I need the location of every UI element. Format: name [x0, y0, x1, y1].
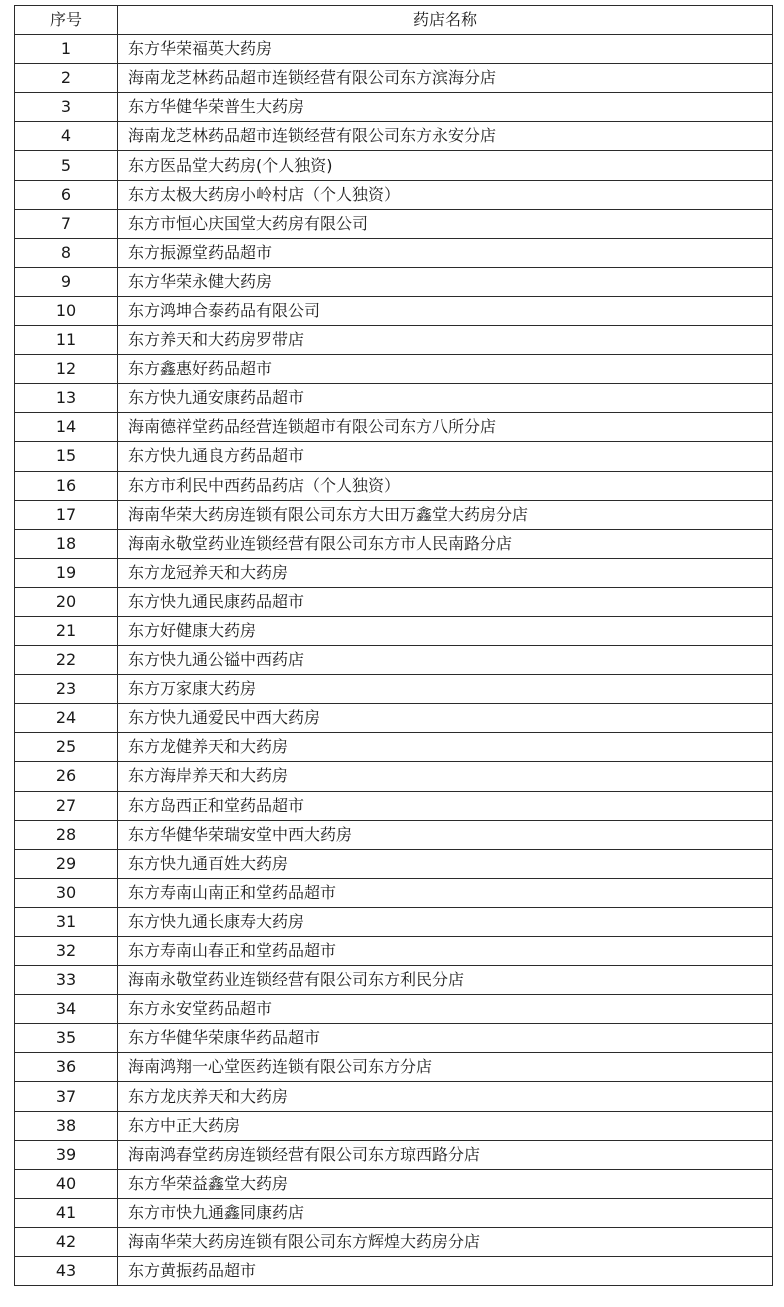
- pharmacy-name-cell: 东方华健华荣普生大药房: [118, 93, 773, 122]
- pharmacy-name-cell: 东方岛西正和堂药品超市: [118, 791, 773, 820]
- pharmacy-name-cell: 东方华荣永健大药房: [118, 267, 773, 296]
- pharmacy-name-cell: 东方振源堂药品超市: [118, 238, 773, 267]
- table-row: [15, 35, 773, 64]
- table-row: [15, 238, 773, 267]
- pharmacy-name-cell: 东方寿南山春正和堂药品超市: [118, 937, 773, 966]
- pharmacy-name-cell: 东方快九通爱民中西大药房: [118, 704, 773, 733]
- serial-number-cell: 9: [15, 267, 118, 296]
- pharmacy-name-cell: 东方市利民中西药品药店（个人独资）: [118, 471, 773, 500]
- pharmacy-name-cell: 东方市快九通鑫同康药店: [118, 1198, 773, 1227]
- table-row: [15, 1111, 773, 1140]
- serial-number-cell: 30: [15, 878, 118, 907]
- pharmacy-name-cell: 东方好健康大药房: [118, 616, 773, 645]
- serial-number-cell: 25: [15, 733, 118, 762]
- table-row: [15, 296, 773, 325]
- pharmacy-name-cell: 东方鸿坤合泰药品有限公司: [118, 296, 773, 325]
- table-body: [15, 35, 773, 1286]
- pharmacy-name-cell: 海南永敬堂药业连锁经营有限公司东方市人民南路分店: [118, 529, 773, 558]
- table-row: [15, 529, 773, 558]
- pharmacy-name-cell: 东方华健华荣瑞安堂中西大药房: [118, 820, 773, 849]
- serial-number-cell: 27: [15, 791, 118, 820]
- serial-number-cell: 14: [15, 413, 118, 442]
- serial-number-cell: 13: [15, 384, 118, 413]
- table-header-row: [15, 6, 773, 35]
- pharmacy-name-cell: 东方太极大药房小岭村店（个人独资）: [118, 180, 773, 209]
- serial-number-cell: 31: [15, 907, 118, 936]
- pharmacy-name-cell: 东方快九通公镒中西药店: [118, 646, 773, 675]
- serial-number-cell: 15: [15, 442, 118, 471]
- table-row: [15, 500, 773, 529]
- table-row: [15, 558, 773, 587]
- serial-number-cell: 22: [15, 646, 118, 675]
- table-row: [15, 791, 773, 820]
- pharmacy-name-cell: 东方龙庆养天和大药房: [118, 1082, 773, 1111]
- pharmacy-name-cell: 海南德祥堂药品经营连锁超市有限公司东方八所分店: [118, 413, 773, 442]
- table-row: [15, 878, 773, 907]
- serial-number-cell: 3: [15, 93, 118, 122]
- serial-number-cell: 24: [15, 704, 118, 733]
- table-row: [15, 907, 773, 936]
- table-row: [15, 646, 773, 675]
- pharmacy-name-cell: 东方快九通良方药品超市: [118, 442, 773, 471]
- pharmacy-table-container: [14, 5, 772, 1286]
- table-row: [15, 995, 773, 1024]
- pharmacy-name-cell: 东方医品堂大药房(个人独资): [118, 151, 773, 180]
- serial-number-cell: 1: [15, 35, 118, 64]
- serial-number-cell: 12: [15, 355, 118, 384]
- table-row: [15, 587, 773, 616]
- serial-number-cell: 20: [15, 587, 118, 616]
- serial-number-cell: 32: [15, 937, 118, 966]
- table-row: [15, 413, 773, 442]
- table-row: [15, 151, 773, 180]
- pharmacy-name-cell: 海南鸿春堂药房连锁经营有限公司东方琼西路分店: [118, 1140, 773, 1169]
- pharmacy-name-cell: 东方养天和大药房罗带店: [118, 326, 773, 355]
- pharmacy-name-cell: 东方快九通百姓大药房: [118, 849, 773, 878]
- table-row: [15, 1024, 773, 1053]
- pharmacy-name-cell: 东方鑫惠好药品超市: [118, 355, 773, 384]
- serial-number-cell: 28: [15, 820, 118, 849]
- serial-number-cell: 21: [15, 616, 118, 645]
- pharmacy-name-cell: 东方快九通民康药品超市: [118, 587, 773, 616]
- table-row: [15, 267, 773, 296]
- table-row: [15, 442, 773, 471]
- table-row: [15, 1257, 773, 1286]
- pharmacy-name-cell: 东方寿南山南正和堂药品超市: [118, 878, 773, 907]
- pharmacy-name-cell: 东方黄振药品超市: [118, 1257, 773, 1286]
- pharmacy-name-cell: 东方快九通长康寿大药房: [118, 907, 773, 936]
- header-pharmacy-name: 药店名称: [118, 6, 773, 35]
- serial-number-cell: 34: [15, 995, 118, 1024]
- table-row: [15, 326, 773, 355]
- table-row: [15, 64, 773, 93]
- pharmacy-name-cell: 东方华荣福英大药房: [118, 35, 773, 64]
- serial-number-cell: 38: [15, 1111, 118, 1140]
- table-row: [15, 1227, 773, 1256]
- serial-number-cell: 2: [15, 64, 118, 93]
- table-row: [15, 180, 773, 209]
- table-row: [15, 93, 773, 122]
- serial-number-cell: 16: [15, 471, 118, 500]
- serial-number-cell: 35: [15, 1024, 118, 1053]
- table-row: [15, 471, 773, 500]
- serial-number-cell: 41: [15, 1198, 118, 1227]
- table-row: [15, 122, 773, 151]
- header-serial-number: 序号: [15, 6, 118, 35]
- pharmacy-name-cell: 海南龙芝林药品超市连锁经营有限公司东方永安分店: [118, 122, 773, 151]
- table-row: [15, 1082, 773, 1111]
- pharmacy-name-cell: 东方海岸养天和大药房: [118, 762, 773, 791]
- table-row: [15, 209, 773, 238]
- table-row: [15, 820, 773, 849]
- table-row: [15, 355, 773, 384]
- table-row: [15, 937, 773, 966]
- serial-number-cell: 36: [15, 1053, 118, 1082]
- pharmacy-name-cell: 东方华荣益鑫堂大药房: [118, 1169, 773, 1198]
- table-row: [15, 384, 773, 413]
- table-row: [15, 1140, 773, 1169]
- table-row: [15, 966, 773, 995]
- serial-number-cell: 29: [15, 849, 118, 878]
- table-row: [15, 733, 773, 762]
- pharmacy-name-cell: 东方永安堂药品超市: [118, 995, 773, 1024]
- table-row: [15, 762, 773, 791]
- table-row: [15, 616, 773, 645]
- serial-number-cell: 39: [15, 1140, 118, 1169]
- pharmacy-name-cell: 东方万家康大药房: [118, 675, 773, 704]
- serial-number-cell: 23: [15, 675, 118, 704]
- pharmacy-name-cell: 东方中正大药房: [118, 1111, 773, 1140]
- serial-number-cell: 40: [15, 1169, 118, 1198]
- serial-number-cell: 26: [15, 762, 118, 791]
- pharmacy-name-cell: 东方龙冠养天和大药房: [118, 558, 773, 587]
- serial-number-cell: 4: [15, 122, 118, 151]
- serial-number-cell: 43: [15, 1257, 118, 1286]
- serial-number-cell: 17: [15, 500, 118, 529]
- table-row: [15, 704, 773, 733]
- table-row: [15, 1053, 773, 1082]
- serial-number-cell: 7: [15, 209, 118, 238]
- pharmacy-name-cell: 东方快九通安康药品超市: [118, 384, 773, 413]
- serial-number-cell: 8: [15, 238, 118, 267]
- table-row: [15, 1198, 773, 1227]
- serial-number-cell: 10: [15, 296, 118, 325]
- pharmacy-name-cell: 海南鸿翔一心堂医药连锁有限公司东方分店: [118, 1053, 773, 1082]
- table-row: [15, 1169, 773, 1198]
- table-row: [15, 849, 773, 878]
- pharmacy-name-cell: 东方华健华荣康华药品超市: [118, 1024, 773, 1053]
- table-row: [15, 675, 773, 704]
- serial-number-cell: 19: [15, 558, 118, 587]
- serial-number-cell: 5: [15, 151, 118, 180]
- serial-number-cell: 33: [15, 966, 118, 995]
- pharmacy-name-cell: 海南永敬堂药业连锁经营有限公司东方利民分店: [118, 966, 773, 995]
- pharmacy-name-cell: 海南华荣大药房连锁有限公司东方辉煌大药房分店: [118, 1227, 773, 1256]
- pharmacy-name-cell: 海南龙芝林药品超市连锁经营有限公司东方滨海分店: [118, 64, 773, 93]
- pharmacy-name-cell: 东方市恒心庆国堂大药房有限公司: [118, 209, 773, 238]
- pharmacy-name-cell: 海南华荣大药房连锁有限公司东方大田万鑫堂大药房分店: [118, 500, 773, 529]
- serial-number-cell: 6: [15, 180, 118, 209]
- serial-number-cell: 42: [15, 1227, 118, 1256]
- serial-number-cell: 18: [15, 529, 118, 558]
- serial-number-cell: 11: [15, 326, 118, 355]
- serial-number-cell: 37: [15, 1082, 118, 1111]
- pharmacy-name-cell: 东方龙健养天和大药房: [118, 733, 773, 762]
- pharmacy-table: [14, 5, 773, 1286]
